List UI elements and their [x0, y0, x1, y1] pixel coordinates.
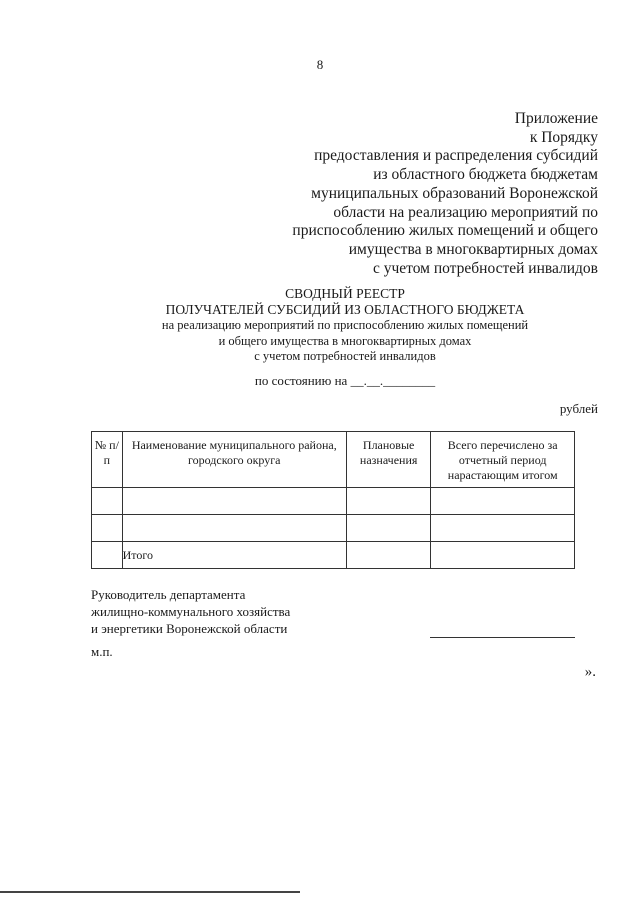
appendix-line: Приложение	[514, 110, 598, 127]
table-cell	[122, 488, 346, 515]
registry-table	[91, 431, 575, 569]
title-line: ПОЛУЧАТЕЛЕЙ СУБСИДИЙ ИЗ ОБЛАСТНОГО БЮДЖЕТА	[165, 302, 525, 317]
table-cell	[431, 488, 575, 515]
table-cell	[92, 542, 123, 569]
table-cell	[346, 488, 430, 515]
col-header-num: № п/п	[92, 432, 123, 488]
document-title	[0, 286, 640, 365]
table-cell	[92, 515, 123, 542]
page-number: 8	[316, 57, 324, 72]
appendix-line: из областного бюджета бюджетам	[373, 166, 598, 184]
table-cell	[346, 542, 430, 569]
appendix-line: муниципальных образований Воронежской	[311, 184, 598, 202]
table-cell	[431, 515, 575, 542]
appendix-line: к Порядку	[529, 128, 598, 146]
appendix-block	[292, 110, 598, 278]
signer-line: и энергетики Воронежской области	[91, 621, 288, 636]
subtitle-line: на реализацию мероприятий по приспособлению жилых помещений	[161, 318, 529, 332]
col-header-transferred: Всего перечислено за отчетный период нарастающим итогом	[431, 432, 575, 488]
table-total-row	[92, 542, 575, 569]
subtitle-line: с учетом потребностей инвалидов	[254, 349, 436, 363]
appendix-line: имущества в многоквартирных домах	[348, 240, 598, 258]
title-line: СВОДНЫЙ РЕЕСТР	[285, 286, 405, 301]
appendix-line: с учетом потребностей инвалидов	[372, 259, 598, 277]
table-row	[92, 488, 575, 515]
stamp-label: м.п.	[91, 644, 113, 659]
col-header-name: Наименование муниципального района, городского округа	[122, 432, 346, 488]
signer-title	[91, 586, 290, 637]
table-cell	[92, 488, 123, 515]
table-header-row	[92, 432, 575, 488]
table-cell	[346, 515, 430, 542]
subtitle-line: и общего имущества в многоквартирных домах	[218, 333, 472, 348]
col-header-planned: Плановые назначения	[346, 432, 430, 488]
closing-quote: ».	[584, 664, 596, 680]
as-of-date: по состоянию на __.__.________	[254, 373, 436, 388]
signer-line: Руководитель департамента	[91, 587, 246, 602]
table-row	[92, 515, 575, 542]
page-edge-divider	[0, 891, 300, 893]
appendix-line: приспособлению жилых помещений и общего	[292, 222, 598, 240]
signature-line	[430, 637, 575, 638]
signer-line: жилищно-коммунального хозяйства	[91, 604, 291, 619]
currency-label: рублей	[559, 401, 598, 416]
table-cell	[122, 515, 346, 542]
appendix-line: области на реализацию мероприятий по	[333, 203, 598, 221]
total-label: Итого	[122, 542, 346, 569]
appendix-line: предоставления и распределения субсидий	[314, 147, 598, 165]
table-cell	[431, 542, 575, 569]
